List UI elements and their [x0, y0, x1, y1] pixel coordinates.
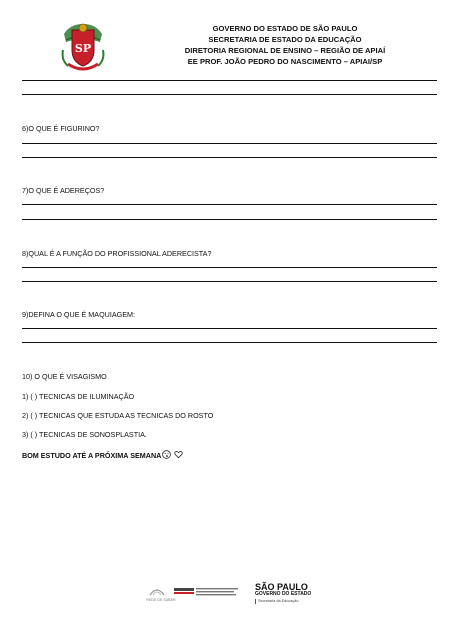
closing-message [22, 450, 183, 460]
kiss-face-icon [162, 450, 171, 459]
header-line-1: GOVERNO DO ESTADO DE SÃO PAULO [212, 24, 358, 33]
sao-paulo-governo-logo [255, 583, 325, 604]
sp-logo-line-1: SÃO PAULO [255, 582, 308, 592]
option-2: 2) ( ) TECNICAS QUE ESTUDA AS TECNICAS DO ROSTO [22, 411, 214, 420]
header-line-4: EE PROF. JOÃO PEDRO DO NASCIMENTO – APIAI/SP [187, 57, 383, 66]
answer-line [22, 94, 437, 95]
answer-line [22, 219, 437, 220]
answer-line [22, 267, 437, 268]
question-8: 8)QUAL É A FUNÇÃO DO PROFISSIONAL ADERECISTA? [22, 249, 212, 258]
option-1: 1) ( ) TECNICAS DE ILUMINAÇÃO [22, 392, 135, 401]
answer-line [22, 281, 437, 282]
option-3: 3) ( ) TECNICAS DE SONOSPLASTIA. [22, 430, 147, 439]
answer-line [22, 204, 437, 205]
sao-paulo-coat-of-arms-icon [60, 20, 106, 74]
header-line-2: SECRETARIA DE ESTADO DA EDUCAÇÃO [208, 35, 362, 44]
question-6: 6)O QUE É FIGURINO? [22, 124, 100, 133]
sp-logo-line-2: GOVERNO DO ESTADO [255, 591, 312, 597]
answer-line [22, 342, 437, 343]
answer-line [22, 80, 437, 81]
answer-line [22, 143, 437, 144]
question-9: 9)DEFINA O QUE É MAQUIAGEM: [22, 310, 136, 319]
answer-line [22, 157, 437, 158]
question-10: 10) O QUE É VISAGISMO [22, 372, 107, 381]
heart-icon [174, 450, 183, 459]
answer-line [22, 328, 437, 329]
header-line-3: DIRETORIA REGIONAL DE ENSINO – REGIÃO DE APIAÍ [184, 46, 386, 55]
question-7: 7)O QUE É ADEREÇOS? [22, 186, 105, 195]
crest-lettering: SP [74, 42, 92, 55]
rede-de-saber-label: REDE DE SABER [146, 598, 176, 602]
sp-logo-line-3: Secretaria da Educação [255, 599, 325, 604]
closing-text: BOM ESTUDO ATÉ A PRÓXIMA SEMANA [22, 451, 162, 460]
